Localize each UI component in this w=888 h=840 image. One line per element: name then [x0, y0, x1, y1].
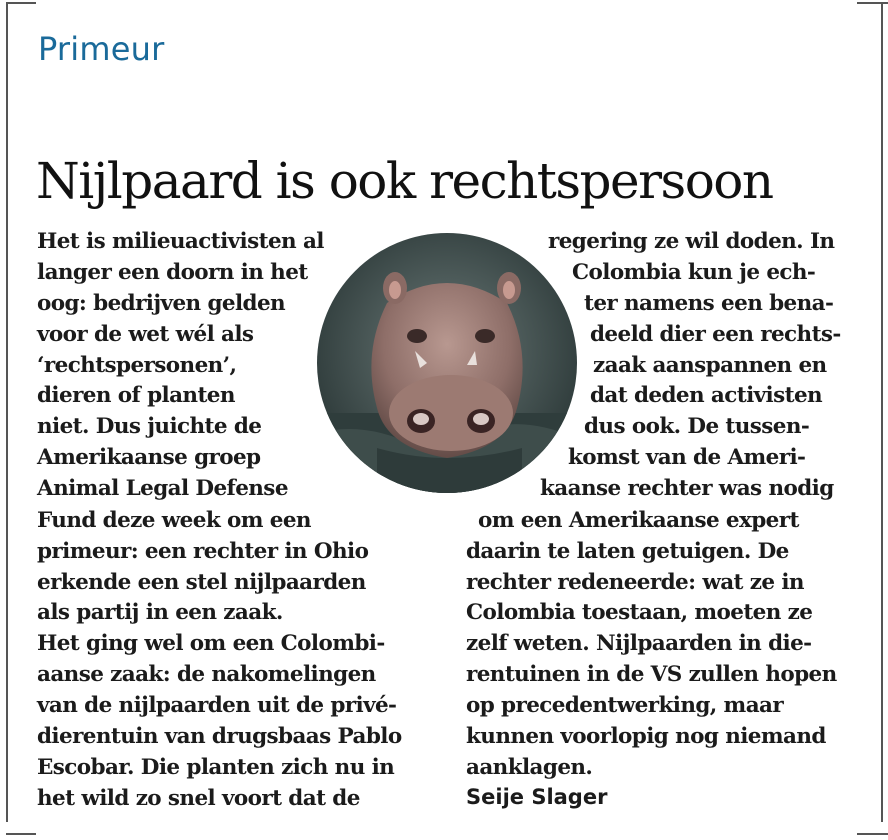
body-line: dus ook. De tussen- — [584, 414, 810, 439]
body-line: Het ging wel om een Colombi- — [37, 631, 385, 656]
article-headline: Nijlpaard is ook rechtspersoon — [36, 151, 773, 210]
body-line: langer een doorn in het — [37, 260, 308, 285]
body-line: aanse zaak: de nakomelingen — [37, 662, 376, 687]
hippo-photo — [317, 233, 577, 493]
body-line: aanklagen. — [466, 755, 593, 780]
body-line: daarin te laten getuigen. De — [466, 539, 789, 564]
body-line: regering ze wil doden. In — [548, 229, 835, 254]
body-line: zelf weten. Nijlpaarden in die- — [466, 631, 812, 656]
body-line: op precedentwerking, maar — [466, 693, 784, 718]
body-line: zaak aanspannen en — [593, 353, 827, 378]
body-line: rentuinen in de VS zullen hopen — [466, 662, 837, 687]
crop-mark — [857, 833, 888, 835]
body-line: komst van de Ameri- — [568, 445, 806, 470]
crop-mark — [857, 2, 888, 4]
body-line: dat deden activisten — [590, 383, 823, 408]
body-line: als partij in een zaak. — [37, 600, 283, 625]
body-line: Colombia toestaan, moeten ze — [466, 600, 813, 625]
section-kicker: Primeur — [38, 30, 165, 68]
body-line: erkende een stel nijlpaarden — [37, 570, 366, 595]
body-line: deeld dier een rechts- — [590, 322, 841, 347]
author-byline: Seije Slager — [466, 785, 608, 809]
body-line: Animal Legal Defense — [37, 476, 288, 501]
body-line: om een Amerikaanse expert — [478, 508, 799, 533]
body-line: kaanse rechter was nodig — [540, 476, 834, 501]
body-line: niet. Dus juichte de — [37, 414, 262, 439]
body-line: het wild zo snel voort dat de — [37, 786, 360, 811]
body-line: kunnen voorlopig nog niemand — [466, 724, 826, 749]
body-line: ‘rechtspersonen’, — [37, 353, 237, 378]
body-line: primeur: een rechter in Ohio — [37, 539, 369, 564]
body-line: rechter redeneerde: wat ze in — [466, 570, 804, 595]
crop-mark — [6, 2, 8, 822]
crop-mark — [881, 2, 883, 822]
body-line: ter namens een bena- — [584, 291, 834, 316]
hippo-image — [317, 233, 577, 493]
body-line: van de nijlpaarden uit de privé- — [37, 693, 397, 718]
body-line: Amerikaanse groep — [37, 445, 261, 470]
body-line: Escobar. Die planten zich nu in — [37, 755, 395, 780]
body-line: voor de wet wél als — [37, 322, 254, 347]
body-line: dieren of planten — [37, 383, 235, 408]
body-line: oog: bedrijven gelden — [37, 291, 286, 316]
body-line: Fund deze week om een — [37, 508, 311, 533]
body-line: Het is milieuactivisten al — [37, 229, 324, 254]
body-line: dierentuin van drugsbaas Pablo — [37, 724, 402, 749]
crop-mark — [6, 2, 36, 4]
body-line: Colombia kun je ech- — [572, 260, 816, 285]
crop-mark — [6, 833, 36, 835]
